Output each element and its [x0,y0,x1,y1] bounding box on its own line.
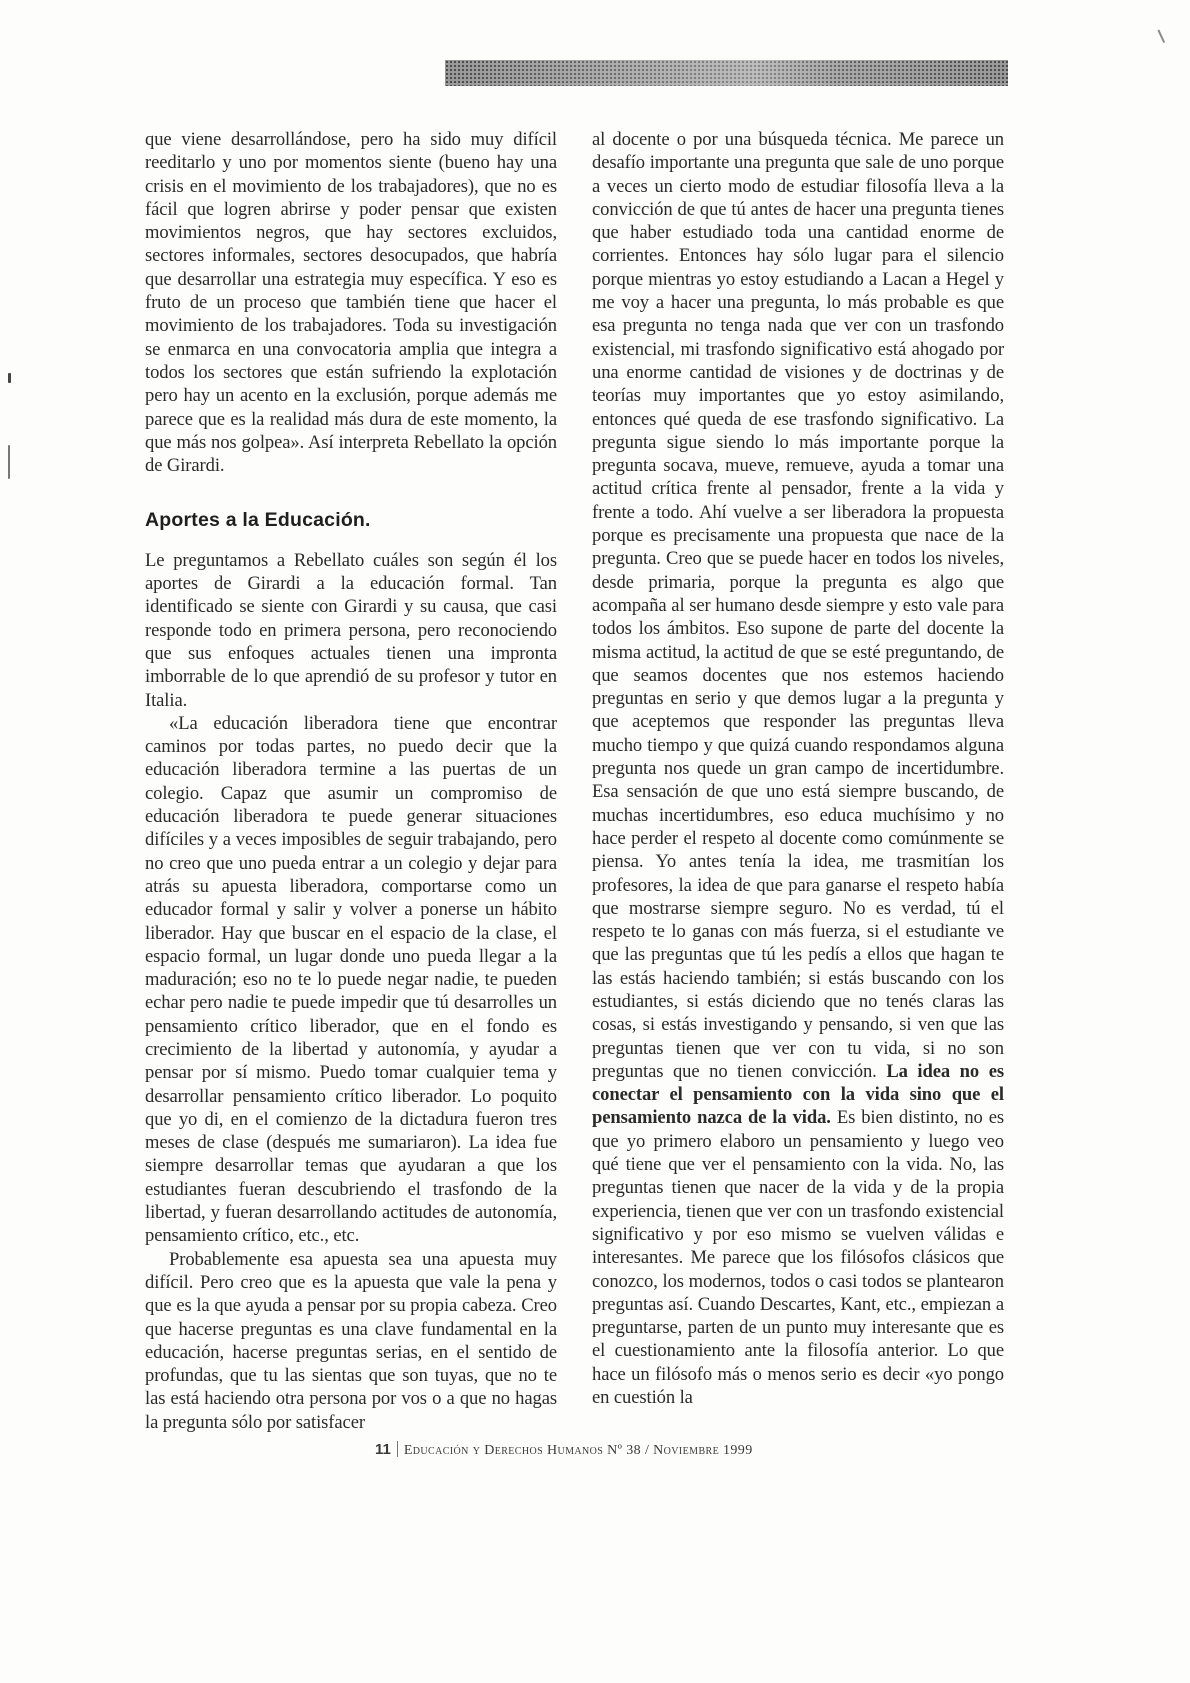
footer-divider [397,1441,398,1457]
right-paragraph-1-bold-quote: La idea no es conectar el pensamiento con la vida sino que el pensamiento nazca de la vida. [592,1060,1005,1129]
page-footer [375,1441,895,1459]
left-paragraph-2: Le preguntamos a Rebellato cuáles son según él los aportes de Girardi a la educación formal. Tan identificado se siente con Girardi y su causa, que casi responde todo en primera persona, pero reconociendo que sus enfoques actuales tienen una impronta imborrable de lo que aprendió de su profesor y tutor en Italia. [145,549,557,711]
publication-title: Educación y Derechos Humanos Nº 38 / Noviembre 1999 [403,1443,753,1458]
left-paragraph-1: que viene desarrollándose, pero ha sido muy difícil reeditarlo y uno por momentos siente (bueno hay una crisis en el movimiento de los trabajadores), que no es fácil que logren abrirse y poder pensar que existen movimientos negros, que hay sectores excluidos, sectores informales, sectores desocupados, que habría que desarrollar una estrategia muy específica. Y eso es fruto de un proceso que también tiene que hacer el movimiento de los trabajadores. Toda su investigación se enmarca en una convocatoria amplia que integra a todos los sectores que están sufriendo la explotación pero hay un acento en la exclusión, porque además me parece que es la realidad más dura de este momento, la que más nos golpea». Así interpreta Rebellato la opción de Girardi. [145,129,557,477]
scan-corner-mark [1157,27,1170,43]
page-number: 11 [375,1441,391,1458]
section-heading: Aportes a la Educación. [145,509,371,532]
left-paragraph-3: «La educación liberadora tiene que encontrar caminos por todas partes, no puedo decir que la educación liberadora termine a las puertas de un colegio. Capaz que asumir un compromiso de educación liberadora te puede generar situaciones difíciles y a veces imposibles de seguir trabajando, pero no creo que uno pueda entrar a un colegio y dejar para atrás su apuesta liberadora, comportarse como un educador formal y salir y volver a ponerse un hábito liberador. Hay que buscar en el espacio de la clase, el espacio formal, un lugar donde uno pueda llegar a la maduración; eso no te lo puede negar nadie, te pueden echar pero nadie te puede impedir que tú desarrolles un pensamiento crítico liberador, que en el fondo es crecimiento de la libertad y autonomía, y ayudar a pensar por sí mismo. Puedo tomar cualquier tema y desarrollar pensamiento crítico liberador. Lo poquito que yo di, en el comienzo de la dictadura fueron tres meses de clase (después me sumariaron). La idea fue siempre desarrollar temas que ayudaran a que los estudiantes fueran descubriendo el trasfondo de la libertad, y fueran desarrollando actitudes de autonomía, pensamiento crítico, etc., etc. [145,712,557,1247]
right-column [592,128,1004,1409]
right-paragraph-1-part-b: Es bien distinto, no es que yo primero elaboro un pensamiento y luego veo qué tiene que ver el pensamiento con la vida. No, las preguntas tienen que nacer de la vida y de la propia experiencia, tienen que ver con un trasfondo existencial significativo y por eso mismo se vuelven válidas e interesantes. Me parece que los filósofos clásicos que conozco, los modernos, todos o casi todos se plantearon preguntas así. Cuando Descartes, Kant, etc., empiezan a preguntarse, parten de un punto muy interesante que es el cuestionamiento ante la filosofía anterior. Lo que hace un filósofo más o menos serio es decir «yo pongo en cuestión la [592,1107,1004,1409]
right-paragraph-1 [592,128,1004,1409]
margin-mark [8,445,10,479]
right-paragraph-1-part-a: al docente o por una búsqueda técnica. Me parece un desafío importante una pregunta que sale de uno porque a veces un cierto modo de estudiar filosofía lleva a la convicción de que tú antes de hacer una pregunta tienes que haber estudiado toda una cantidad enorme de corrientes. Entonces hay sólo lugar para el silencio porque mientras yo estoy estudiando a Lacan a Hegel y me voy a hacer una pregunta, lo más probable es que esa pregunta no tenga nada que ver con un trasfondo existencial, mi trasfondo significativo está ahogado por una enorme cantidad de visiones y de doctrinas y de teorías muy importantes que yo estoy asimilando, entonces qué queda de ese trasfondo significativo. La pregunta sigue siendo lo más importante porque la pregunta socava, mueve, remueve, ayuda a tomar una actitud crítica frente al pensador, frente a la vida y frente a todo. Ahí vuelve a ser liberadora la propuesta porque es precisamente una propuesta que nace de la pregunta. Creo que se puede hacer en todos los niveles, desde primaria, porque la pregunta es algo que acompaña al ser humano desde siempre y esto vale para todos los ámbitos. Eso supone de parte del docente la misma actitud, la actitud de que se esté preguntando, de que seamos docentes que nos estemos haciendo preguntas en serio y que demos lugar a la pregunta y que aceptemos que responder las preguntas lleva mucho tiempo y que quizá cuando respondamos alguna pregunta nos quede un gran campo de incertidumbre. Esa sensación de que uno está siempre buscando, de muchas incertidumbres, eso educa muchísimo y no hace perder el respeto al docente como comúnmente se piensa. Yo antes tenía la idea, me trasmitían los profesores, la idea de que para ganarse el respeto había que mostrarse siempre seguro. No es verdad, tú el respeto te lo ganas con más fuerza, si el estudiante ve que las preguntas que tú les pedís a ellos que hagan te las estás haciendo también; si estás buscando con los estudiantes, si estás diciendo que no tenés claras las cosas, si estás investigando y pensando, si ven que las preguntas tienen que ver con tu vida, si no son preguntas que no tienen convicción. [592,129,1004,1082]
left-column [145,128,557,1434]
margin-mark [8,373,11,383]
left-paragraph-4: Probablemente esa apuesta sea una apuesta muy difícil. Pero creo que es la apuesta que vale la pena y que es la que ayuda a pensar por su propia cabeza. Creo que hacerse preguntas es una clave fundamental en la educación, hacerse preguntas serias, en el sentido de profundas, que tu las sientas que son tuyas, que no te las está haciendo otra persona por vos o a que no hagas la pregunta sólo por satisfacer [145,1248,557,1433]
header-halftone-band [445,60,1008,86]
